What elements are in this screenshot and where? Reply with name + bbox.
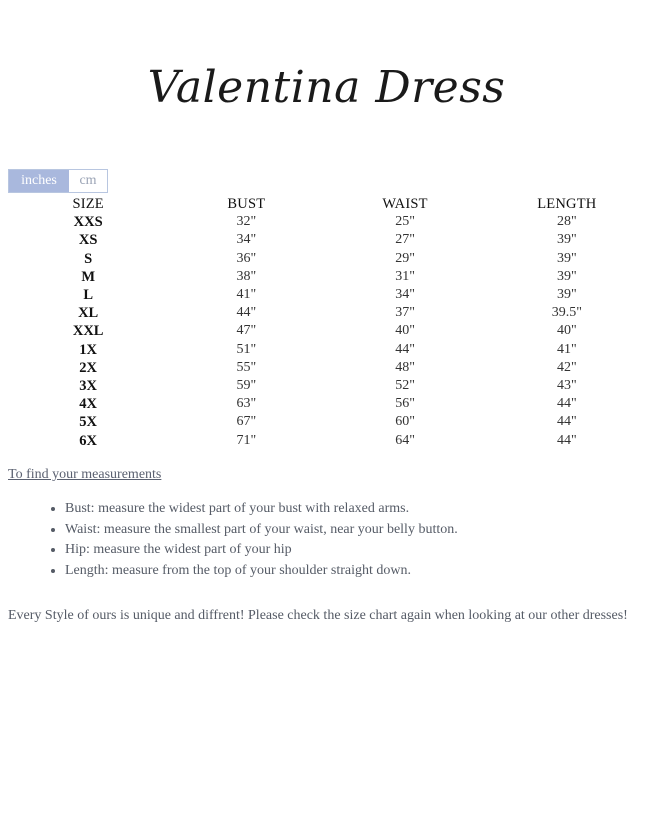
table-row [8,395,648,413]
size-cell: XL [78,305,99,322]
bust-cell: 55" [236,359,257,375]
waist-cell: 25" [395,214,415,230]
size-cell: 1X [79,341,98,358]
size-cell: M [81,268,95,285]
list-item: • Waist: measure the smallest part of your waist, near your belly button. [65,520,458,541]
length-cell: 39.5" [551,305,582,321]
size-cell: XXL [72,323,104,340]
bust-cell: 36" [236,250,257,266]
size-cell: XXS [73,214,103,231]
waist-cell: 52" [395,377,415,393]
length-cell: 44" [556,396,577,412]
table-row [8,213,648,231]
size-chart-note: Every Style of ours is unique and diffrent! Please check the size chart again when looking at our other dresses! [8,608,628,623]
waist-cell: 27" [395,232,415,248]
bust-cell: 47" [236,323,257,339]
bust-cell: 71" [236,432,257,448]
length-cell: 28" [556,214,577,230]
bust-cell: 44" [236,305,257,321]
table-row [8,286,648,304]
size-cell: 6X [79,432,98,449]
length-cell: 39" [556,268,577,284]
list-item: • Length: measure from the top of your shoulder straight down. [65,561,458,582]
size-cell: 4X [79,396,98,413]
table-row [8,304,648,322]
find-measurements-link[interactable]: To find your measurements [8,467,162,482]
bust-cell: 59" [236,377,257,393]
waist-cell: 29" [395,250,415,266]
length-cell: 39" [556,287,577,303]
table-row [8,359,648,377]
list-item: • Hip: measure the widest part of your hip [65,540,458,561]
header-size: SIZE [72,196,104,213]
bust-cell: 34" [236,232,257,248]
table-row [8,250,648,268]
bust-cell: 51" [236,341,257,357]
table-row [8,341,648,359]
waist-cell: 37" [395,305,415,321]
header-bust: BUST [227,196,266,213]
table-row [8,231,648,249]
table-row [8,322,648,340]
size-cell: XS [78,232,98,249]
header-waist: WAIST [382,196,428,213]
table-header-row [8,195,648,213]
size-cell: L [83,287,93,304]
length-cell: 44" [556,432,577,448]
bust-cell: 63" [236,396,257,412]
table-row [8,268,648,286]
waist-cell: 44" [395,341,415,357]
cm-toggle-button[interactable]: cm [69,170,107,192]
table-row [8,377,648,395]
bust-cell: 32" [236,214,257,230]
waist-cell: 31" [395,268,415,284]
waist-cell: 64" [395,432,415,448]
table-row [8,413,648,431]
bust-cell: 67" [236,414,257,430]
waist-cell: 60" [395,414,415,430]
page-title: Valentina Dress [147,62,506,113]
bust-cell: 41" [236,287,257,303]
list-item: • Bust: measure the widest part of your bust with relaxed arms. [65,499,458,520]
table-row [8,431,648,449]
size-cell: 3X [79,377,98,394]
size-cell: 5X [79,414,98,431]
length-cell: 39" [556,232,577,248]
length-cell: 41" [556,341,577,357]
waist-cell: 48" [395,359,415,375]
size-chart-table [8,195,648,450]
waist-cell: 40" [395,323,415,339]
waist-cell: 56" [395,396,415,412]
bust-cell: 38" [236,268,257,284]
length-cell: 40" [556,323,577,339]
length-cell: 44" [556,414,577,430]
size-cell: S [84,250,93,267]
inches-toggle-button[interactable]: inches [9,170,69,192]
length-cell: 42" [556,359,577,375]
measurement-instructions-list [47,499,458,581]
size-cell: 2X [79,359,98,376]
length-cell: 39" [556,250,577,266]
length-cell: 43" [556,377,577,393]
unit-toggle [8,169,108,193]
header-length: LENGTH [537,196,597,213]
waist-cell: 34" [395,287,415,303]
